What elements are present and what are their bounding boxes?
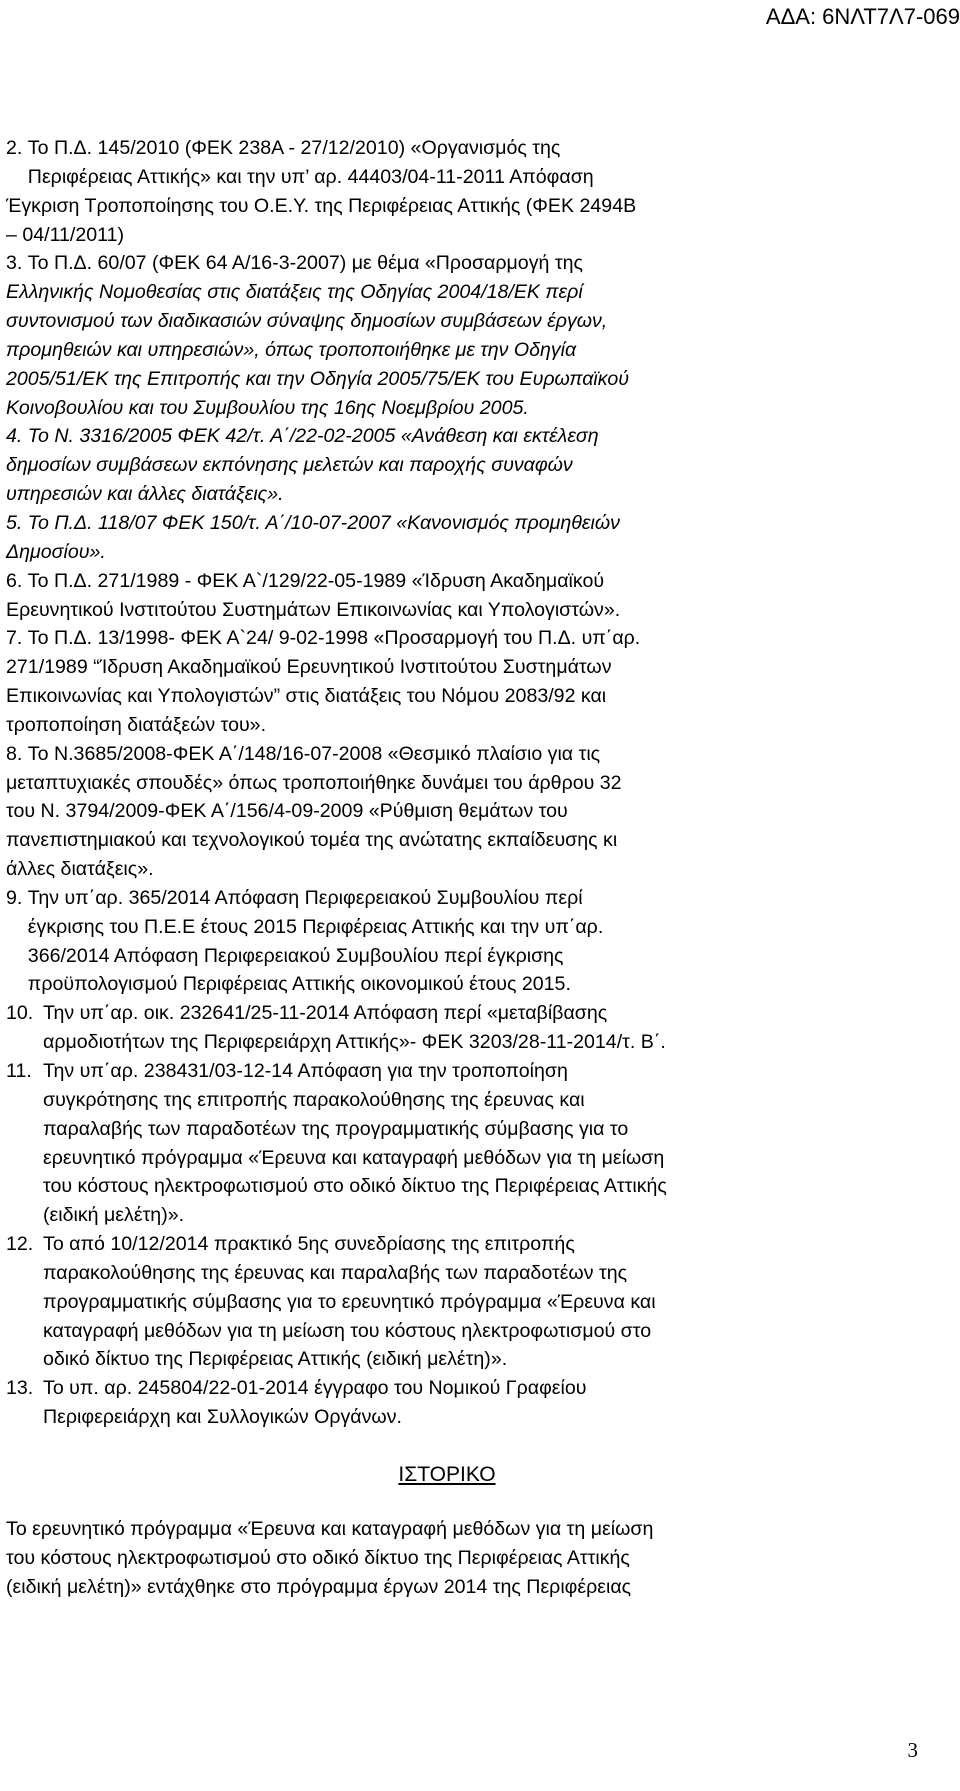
text-line: του κόστους ηλεκτροφωτισμού στο οδικό δίκτυο της Περιφέρειας Αττικής xyxy=(6,1546,630,1569)
text-line: έγκρισης του Π.Ε.Ε έτους 2015 Περιφέρειας Αττικής και την υπ΄αρ. xyxy=(27,915,604,938)
document-body xyxy=(6,134,888,1602)
text-line: Την υπ΄αρ. οικ. 232641/25-11-2014 Απόφαση περί «μεταβίβασης xyxy=(43,1002,608,1025)
text-line: Το Π.Δ. 118/07 ΦΕΚ 150/τ. Α΄/10-07-2007 «Κανονισμός προμηθειών xyxy=(27,511,620,534)
list-item-11 xyxy=(6,1057,888,1230)
item-number: 6. xyxy=(6,569,23,592)
list-item-12 xyxy=(6,1230,888,1374)
item-text xyxy=(43,1230,888,1374)
list-item-2 xyxy=(6,134,888,192)
item-text xyxy=(43,1374,888,1432)
item-number: 3. xyxy=(6,252,23,275)
text-line: τροποποίηση διατάξεών του». xyxy=(6,713,267,736)
item-number: 13. xyxy=(6,1377,34,1400)
item-text xyxy=(43,999,888,1057)
list-item-4-continued xyxy=(6,451,888,509)
item-number: 4. xyxy=(6,425,23,448)
text-line: προμηθειών και υπηρεσιών», όπως τροποποιήθηκε με την Οδηγία xyxy=(6,338,577,361)
text-line: Το από 10/12/2014 πρακτικό 5ης συνεδρίασης της επιτροπής xyxy=(43,1233,575,1256)
text-line: Το ερευνητικό πρόγραμμα «Έρευνα και καταγραφή μεθόδων για τη μείωση xyxy=(6,1517,654,1540)
text-line: οδικό δίκτυο της Περιφέρειας Αττικής (ειδική μελέτη)». xyxy=(43,1348,508,1371)
text-line: (ειδική μελέτη)» εντάχθηκε στο πρόγραμμα έργων 2014 της Περιφέρειας xyxy=(6,1575,632,1598)
list-item-3-continued xyxy=(6,278,888,422)
item-number: 10. xyxy=(6,1002,34,1025)
item-number: 5. xyxy=(6,511,23,534)
text-line: Το Π.Δ. 271/1989 - ΦΕΚ Α`/129/22-05-1989 «Ίδρυση Ακαδημαϊκού xyxy=(27,569,605,592)
text-line: προγραμματικής σύμβασης για το ερευνητικό πρόγραμμα «Έρευνα και xyxy=(43,1290,656,1313)
item-number: 9. xyxy=(6,886,23,909)
text-line: αρμοδιοτήτων της Περιφερειάρχη Αττικής»- ΦΕΚ 3203/28-11-2014/τ. Β΄. xyxy=(43,1031,666,1054)
text-line: συγκρότησης της επιτροπής παρακολούθησης της έρευνας και xyxy=(43,1088,585,1111)
ada-code: ΑΔΑ: 6ΝΛΤ7Λ7-069 xyxy=(765,4,960,29)
text-line: Δημοσίου». xyxy=(6,540,106,563)
text-line: Το Ν. 3316/2005 ΦΕΚ 42/τ. Α΄/22-02-2005 «Ανάθεση και εκτέλεση xyxy=(27,425,599,448)
text-line: Το Ν.3685/2008-ΦΕΚ Α΄/148/16-07-2008 «Θεσμικό πλαίσιο για τις xyxy=(27,742,601,765)
item-text xyxy=(28,567,888,596)
text-line: Ελληνικής Νομοθεσίας στις διατάξεις της Οδηγίας 2004/18/ΕΚ περί xyxy=(6,281,583,304)
text-line: υπηρεσιών και άλλες διατάξεις». xyxy=(6,483,284,506)
text-line: 271/1989 “Ίδρυση Ακαδημαϊκού Ερευνητικού Ινστιτούτου Συστημάτων xyxy=(6,656,612,679)
item-number: 2. xyxy=(6,137,23,159)
list-item-5 xyxy=(6,509,888,538)
item-number: 7. xyxy=(6,627,23,650)
text-line: άλλες διατάξεις». xyxy=(6,858,154,881)
item-text xyxy=(28,509,888,538)
text-line: πανεπιστημιακού και τεχνολογικού τομέα της ανώτατης εκπαίδευσης κι xyxy=(6,829,618,852)
text-line: παραλαβής των παραδοτέων της προγραμματικής σύμβασης για το xyxy=(43,1117,629,1140)
item-number: 8. xyxy=(6,742,23,765)
item-number: 11. xyxy=(6,1060,32,1082)
item-text xyxy=(28,624,888,653)
item-text xyxy=(43,1057,888,1230)
page-number: 3 xyxy=(907,1738,918,1762)
item-text xyxy=(28,422,888,451)
text-line: προϋπολογισμού Περιφέρειας Αττικής οικονομικού έτους 2015. xyxy=(27,973,571,996)
list-item-8 xyxy=(6,740,888,769)
text-line: συντονισμού των διαδικασιών σύναψης δημοσίων συμβάσεων έργων, xyxy=(6,310,608,333)
item-text xyxy=(28,740,888,769)
section-heading: ΙΣΤΟΡΙΚΟ xyxy=(398,1462,496,1486)
text-line: Κοινοβουλίου και του Συμβουλίου της 16ης Νοεμβρίου 2005. xyxy=(6,396,529,419)
item-text xyxy=(28,249,888,278)
text-line: Επικοινωνίας και Υπολογιστών” στις διατάξεις του Νόμου 2083/92 και xyxy=(6,685,607,708)
text-line: (ειδική μελέτη)». xyxy=(43,1204,185,1227)
text-line: Την υπ΄αρ. 365/2014 Απόφαση Περιφερειακού Συμβουλίου περί xyxy=(27,886,583,909)
list-item-4 xyxy=(6,422,888,451)
list-item-10 xyxy=(6,999,888,1057)
text-line: Το Π.Δ. 145/2010 (ΦΕΚ 238Α - 27/12/2010) «Οργανισμός της xyxy=(27,137,561,159)
text-line: δημοσίων συμβάσεων εκπόνησης μελετών και παροχής συναφών xyxy=(6,454,573,477)
text-line: Το υπ. αρ. 245804/22-01-2014 έγγραφο του Νομικού Γραφείου xyxy=(43,1377,587,1400)
item-text xyxy=(28,134,888,192)
text-line: του Ν. 3794/2009-ΦΕΚ Α΄/156/4-09-2009 «Ρύθμιση θεμάτων του xyxy=(6,800,568,823)
text-line: Περιφερειάρχη και Συλλογικών Οργάνων. xyxy=(43,1406,402,1429)
text-line: Περιφέρειας Αττικής» και την υπ’ αρ. 44403/04-11-2011 Απόφαση xyxy=(27,165,594,188)
list-item-8-continued xyxy=(6,769,888,884)
list-item-5-continued xyxy=(6,538,888,567)
text-line: μεταπτυχιακές σπουδές» όπως τροποποιήθηκε δυνάμει του άρθρου 32 xyxy=(6,771,622,794)
text-line: Το Π.Δ. 60/07 (ΦΕΚ 64 Α/16-3-2007) με θέμα «Προσαρμογή της xyxy=(27,252,583,275)
text-line: ερευνητικό πρόγραμμα «Έρευνα και καταγραφή μεθόδων για τη μείωση xyxy=(43,1146,665,1169)
text-line: – 04/11/2011) xyxy=(6,223,125,246)
list-item-7 xyxy=(6,624,888,653)
list-item-9 xyxy=(6,884,888,999)
text-line: Ερευνητικού Ινστιτούτου Συστημάτων Επικοινωνίας και Υπολογιστών». xyxy=(6,598,621,621)
text-line: Έγκριση Τροποποίησης του Ο.Ε.Υ. της Περιφέρειας Αττικής (ΦΕΚ 2494Β xyxy=(6,194,637,217)
text-line: παρακολούθησης της έρευνας και παραλαβής των παραδοτέων της xyxy=(43,1261,628,1284)
text-line: Το Π.Δ. 13/1998- ΦΕΚ Α`24/ 9-02-1998 «Προσαρμογή του Π.Δ. υπ΄αρ. xyxy=(27,627,641,650)
list-item-6 xyxy=(6,567,888,596)
text-line: καταγραφή μεθόδων για τη μείωση του κόστους ηλεκτροφωτισμού στο xyxy=(43,1319,652,1342)
history-paragraph xyxy=(6,1515,888,1602)
list-item-7-continued xyxy=(6,653,888,740)
text-line: 366/2014 Απόφαση Περιφερειακού Συμβουλίου περί έγκρισης xyxy=(27,944,564,967)
list-item-13 xyxy=(6,1374,888,1432)
text-line: Την υπ΄αρ. 238431/03-12-14 Απόφαση για την τροποποίηση xyxy=(43,1060,568,1082)
list-item-6-continued xyxy=(6,596,888,625)
text-line: 2005/51/ΕΚ της Επιτροπής και την Οδηγία 2005/75/ΕΚ του Ευρωπαϊκού xyxy=(6,367,629,390)
list-item-2-continued xyxy=(6,192,888,250)
list-item-3 xyxy=(6,249,888,278)
text-line: του κόστους ηλεκτροφωτισμού στο οδικό δίκτυο της Περιφέρειας Αττικής xyxy=(43,1175,667,1198)
item-text xyxy=(28,884,888,999)
item-number: 12. xyxy=(6,1233,34,1256)
